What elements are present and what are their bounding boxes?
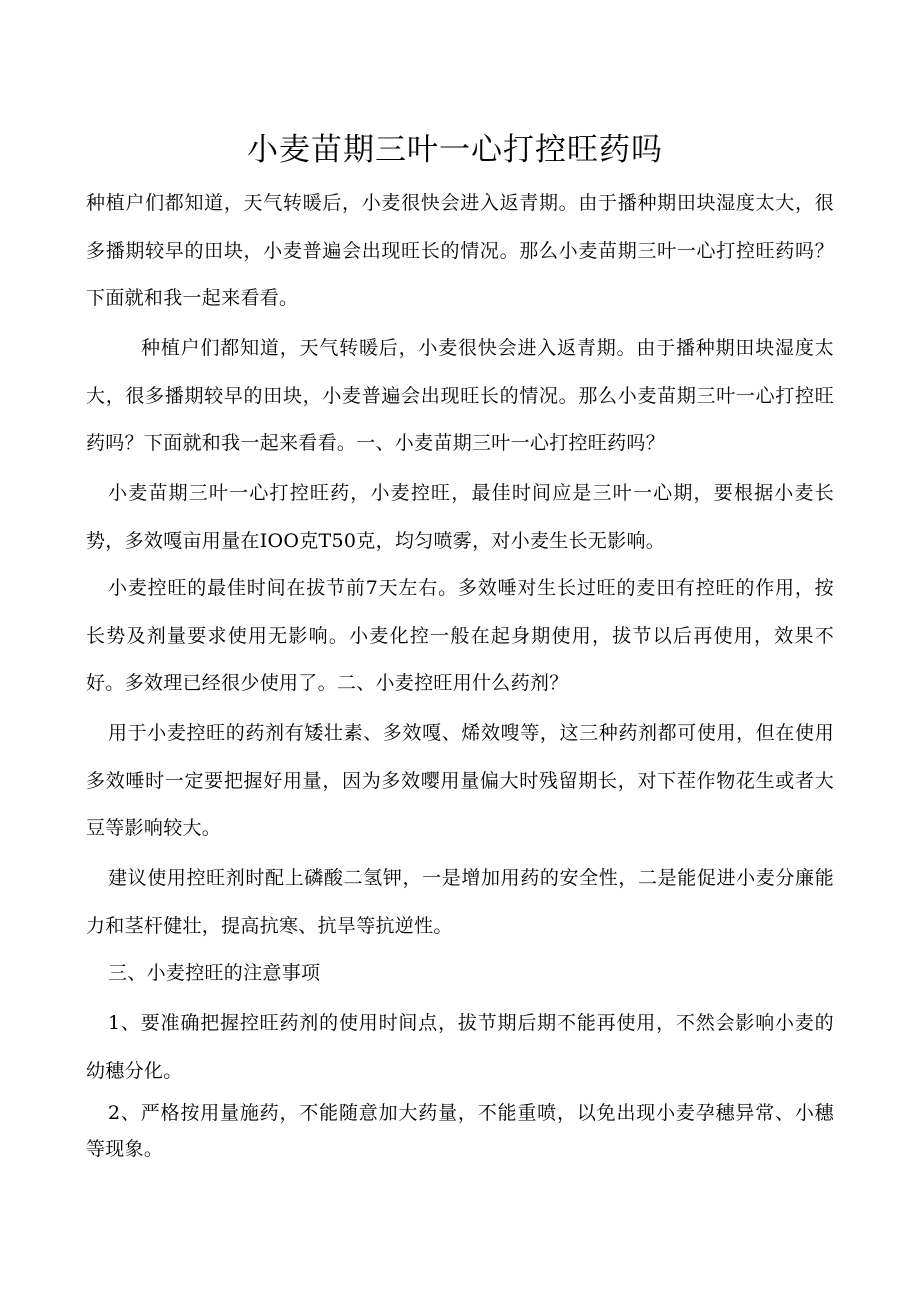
- paragraph-agents: 用于小麦控旺的药剂有矮壮素、多效嘎、烯效嗖等，这三种药剂都可使用，但在使用多效唾时一定要把握好用量，因为多效嘤用量偏大时残留期长，对下茬作物花生或者大豆等影响较大。: [86, 722, 834, 839]
- list-item-precaution-2: 2、严格按用量施药，不能随意加大药量，不能重喷，以免出现小麦孕穗异常、小穗等现象。: [86, 1102, 834, 1160]
- paragraph-recommendation: 建议使用控旺剂时配上磷酸二氢钾，一是增加用药的安全性，二是能促进小麦分廉能力和茎杆健壮，提高抗寒、抗旱等抗逆性。: [86, 867, 834, 937]
- section-heading-precautions: 三、小麦控旺的注意事项: [108, 962, 321, 984]
- paragraph-intro: 种植户们都知道，天气转暖后，小麦很快会进入返青期。由于播种期田块湿度太大，很多播期较早的田块，小麦普遍会出现旺长的情况。那么小麦苗期三叶一心打控旺药吗？下面就和我一起来看看。: [86, 192, 834, 309]
- list-item-precaution-1: 1、要准确把握控旺药剂的使用时间点，拔节期后期不能再使用，不然会影响小麦的幼穗分化。: [86, 1012, 834, 1082]
- paragraph-intro-repeat: 种植户们都知道，天气转暖后，小麦很快会进入返青期。由于播种期田块湿度太大，很多播期较早的田块，小麦普遍会出现旺长的情况。那么小麦苗期三叶一心打控旺药吗？下面就和我一起来看看。一、小麦苗期三叶一心打控旺药吗？: [86, 337, 834, 454]
- document-title: 小麦苗期三叶一心打控旺药吗: [247, 132, 663, 168]
- paragraph-timing: 小麦苗期三叶一心打控旺药，小麦控旺，最佳时间应是三叶一心期，要根据小麦长势，多效嘎亩用量在IOO克T50克，均匀喷雾，对小麦生长无影响。: [86, 482, 834, 552]
- paragraph-best-time: 小麦控旺的最佳时间在拔节前7天左右。多效唾对生长过旺的麦田有控旺的作用，按长势及剂量要求使用无影响。小麦化控一般在起身期使用，拔节以后再使用，效果不好。多效理已经很少使用了。二、小麦控旺用什么药剂？: [86, 577, 834, 694]
